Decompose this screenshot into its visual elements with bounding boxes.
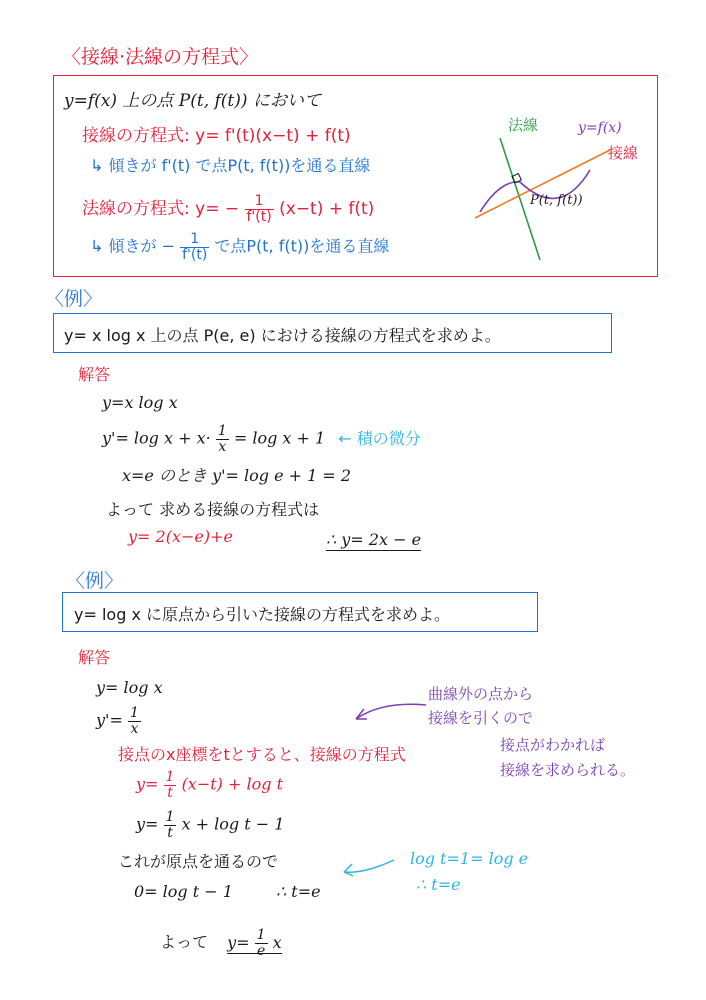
ex2-line-t-value: ∴ t=e	[276, 882, 321, 901]
ex2-line-simplified	[136, 810, 284, 840]
tangent-normal-graph	[460, 100, 660, 270]
point-label: P(t, f(t))	[530, 193, 583, 208]
ex1-line-derivative	[102, 424, 421, 454]
ex1-fraction-num: 1	[217, 423, 227, 439]
ex2-line-function: y= log x	[96, 678, 163, 697]
ex2-final-fraction-num: 1	[256, 927, 266, 943]
ex2-line-solve: 0= log t − 1	[134, 882, 233, 901]
side-note-line-3: 接点がわかれば	[500, 736, 606, 754]
ex2-simplified-fraction	[164, 810, 177, 840]
tangent-label: 接線	[608, 144, 639, 162]
normal-equation-head: 法線の方程式: y= −	[82, 199, 240, 220]
ex2-tangent-fraction	[164, 770, 177, 800]
ex1-final-answer-text: ∴ y= 2x − e	[326, 530, 422, 549]
ex2-final-prefix: よって	[160, 932, 209, 952]
normal-fraction-num: 1	[245, 194, 274, 210]
ex2-tangent-fraction-den: t	[167, 784, 173, 801]
ex2-fraction-num: 1	[129, 705, 139, 721]
normal-explanation	[90, 232, 389, 262]
ex2-final-head: y=	[227, 932, 250, 952]
ex2-side-note-1	[428, 682, 533, 730]
example2-answer-label: 解答	[78, 648, 111, 667]
ex1-product-rule-note: ← 積の微分	[338, 428, 421, 448]
tangent-equation	[82, 121, 351, 146]
ex2-line-derivative	[96, 706, 141, 736]
ex1-derivative-head: y'= log x + x·	[102, 428, 211, 448]
ex1-line-therefore: よって 求める接線の方程式は	[106, 500, 320, 519]
ex2-simplified-tail: x + log t − 1	[181, 814, 285, 834]
ex2-line-setup: 接点のx座標をtとすると、接線の方程式	[118, 745, 406, 764]
tangent-explanation: ↳ 傾きが f'(t) で点P(t, f(t))を通る直線	[90, 156, 371, 175]
ex2-cyan-note	[410, 846, 528, 898]
example1-problem: y= x log x 上の点 P(e, e) における接線の方程式を求めよ。	[64, 326, 501, 345]
ex1-fraction-den: x	[218, 438, 227, 455]
side-note-line-1: 曲線外の点から	[428, 685, 534, 703]
ex1-final-answer	[326, 530, 421, 549]
ex1-derivative-tail: = log x + 1	[233, 428, 326, 448]
cyan-note-line-2: ∴ t=e	[416, 875, 461, 894]
normal-equation	[82, 194, 374, 224]
normal-expl-tail: で点P(t, f(t))を通る直線	[214, 236, 390, 256]
section-title: 〈接線·法線の方程式〉	[62, 46, 259, 68]
side-note-arrow	[352, 695, 432, 725]
ex2-line-final	[160, 928, 282, 958]
ex2-line-tangent	[136, 770, 283, 800]
ex2-derivative-fraction	[128, 706, 141, 736]
ex2-simplified-fraction-num: 1	[165, 809, 175, 825]
ex2-tangent-tail: (x−t) + log t	[181, 774, 283, 794]
cyan-note-arrow	[340, 852, 400, 878]
normal-expl-fraction	[180, 232, 209, 262]
ex2-final-fraction-den: e	[256, 942, 266, 959]
ex2-simplified-head: y=	[136, 814, 159, 834]
ex2-tangent-fraction-num: 1	[165, 769, 175, 785]
ex2-fraction-den: x	[130, 720, 139, 737]
normal-equation-tail: (x−t) + f(t)	[279, 199, 375, 220]
normal-expl-fraction-den: f'(t)	[182, 246, 208, 263]
ex2-final-tail: x	[272, 932, 282, 952]
example2-problem: y= log x に原点から引いた接線の方程式を求めよ。	[74, 605, 450, 624]
normal-fraction-den: f'(t)	[246, 208, 272, 225]
tangent-equation-text: 接線の方程式: y= f'(t)(x−t) + f(t)	[82, 126, 351, 146]
ex2-simplified-fraction-den: t	[167, 824, 173, 841]
ex1-line-equation: y= 2(x−e)+e	[128, 527, 233, 546]
ex2-side-note-2	[500, 733, 635, 783]
ex1-line-slope: x=e のとき y'= log e + 1 = 2	[122, 466, 352, 485]
cyan-note-line-1: log t=1= log e	[410, 849, 529, 868]
ex2-final-answer	[227, 927, 282, 959]
ex1-line-function: y=x log x	[102, 393, 178, 412]
def-line-premise: y=f(x) 上の点 P(t, f(t)) において	[64, 91, 321, 111]
normal-label: 法線	[508, 116, 539, 134]
ex2-tangent-head: y=	[136, 774, 159, 794]
normal-expl-fraction-num: 1	[180, 232, 209, 248]
side-note-line-2: 接線を引くので	[428, 709, 534, 727]
normal-expl-head: ↳ 傾きが −	[90, 236, 175, 256]
ex2-line-origin: これが原点を通るので	[118, 852, 279, 871]
ex2-derivative-head: y'=	[96, 710, 123, 730]
example1-answer-label: 解答	[78, 365, 111, 384]
example1-heading: 〈例〉	[45, 288, 103, 310]
side-note-line-4: 接線を求められる。	[500, 761, 636, 779]
ex2-final-fraction	[255, 928, 268, 958]
ex1-derivative-fraction	[216, 424, 229, 454]
curve-label: y=f(x)	[578, 120, 622, 136]
normal-fraction	[245, 194, 274, 224]
example2-heading: 〈例〉	[66, 570, 124, 592]
